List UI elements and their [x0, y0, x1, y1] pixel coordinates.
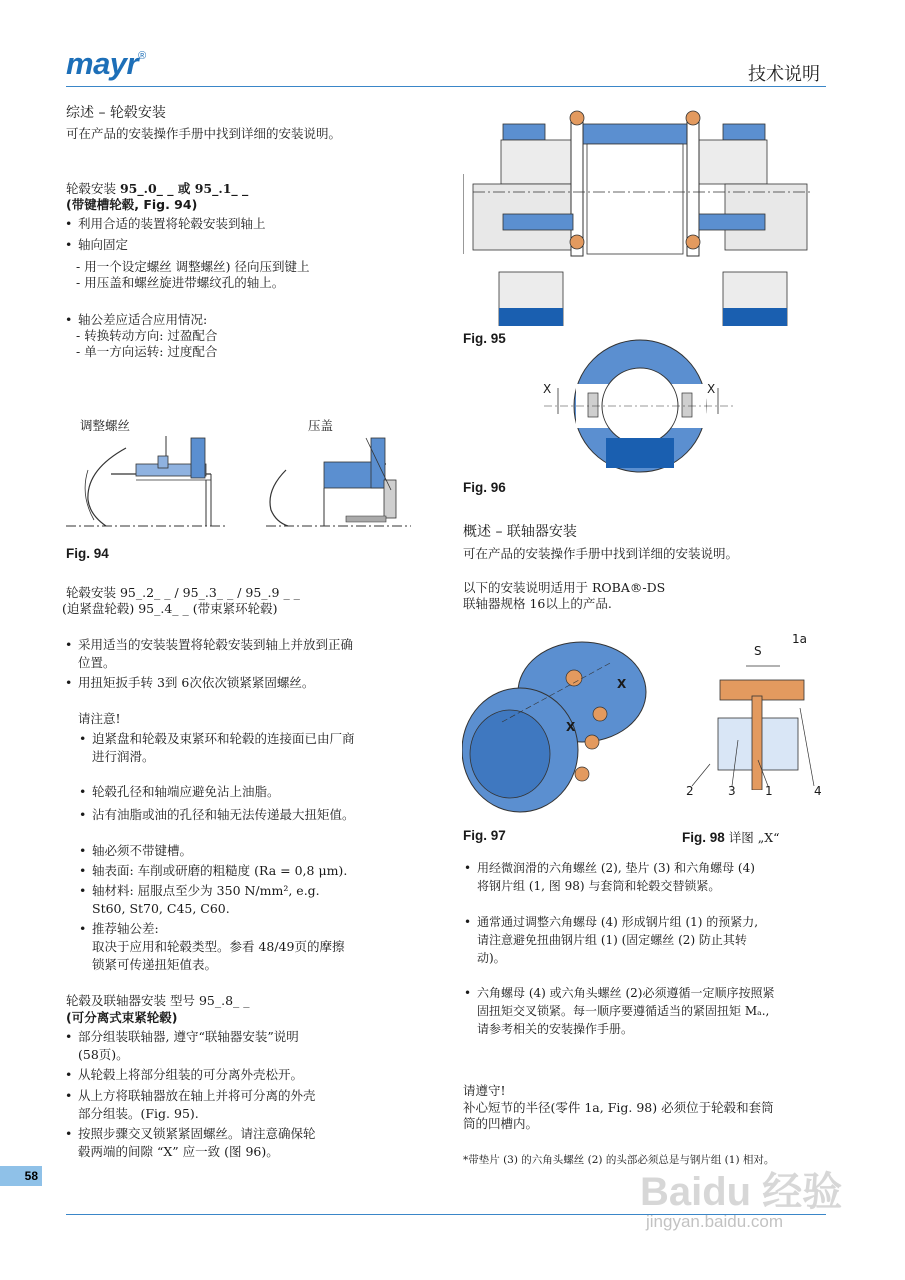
hub2-note-4: • 轴必须不带键槽。	[92, 842, 192, 860]
coupling-text: 可在产品的安装操作手册中找到详细的安装说明。	[463, 546, 739, 561]
fig98-label-s: S	[754, 644, 762, 658]
hub3-bullet-3: • 从上方将联轴器放在轴上并将可分离的外壳 部分组装。(Fig. 95).	[78, 1087, 316, 1123]
hub2-note-1: • 迫紧盘和轮毂及束紧环和轮毂的连接面已由厂商 进行润滑。	[92, 730, 355, 766]
applies-line-1: 以下的安装说明适用于 ROBA®-DS	[463, 580, 666, 595]
hub2-note-5: • 轴表面: 车削或研磨的粗糙度 (Ra = 0,8 μm).	[92, 862, 347, 880]
fig94-label-set-screw: 调整螺丝	[80, 418, 131, 433]
comply-line-1: 补心短节的半径(零件 1a, Fig. 98) 必须位于轮毂和套筒	[463, 1100, 774, 1115]
hub2-note-3: • 沾有油脂或油的孔径和轴无法传递最大扭矩值。	[92, 806, 355, 824]
footnote: *带垫片 (3) 的六角头螺丝 (2) 的头部必须总是与钢片组 (1) 相对。	[463, 1154, 775, 1166]
coupling-bullet-1: • 用经微润滑的六角螺丝 (2), 垫片 (3) 和六角螺母 (4) 将钢片组 (1, 图 98) 与套筒和轮毂交替锁紧。	[477, 859, 755, 895]
hub1-bullet-2: • 轴向固定	[78, 236, 128, 254]
hub3-bullet-2: • 从轮毂上将部分组装的可分离外壳松开。	[78, 1066, 303, 1084]
comply-line-2: 筒的凹槽内。	[463, 1116, 539, 1131]
page-number: 58	[0, 1166, 42, 1186]
hub1-tolerance: • 轴公差应适合应用情况:	[78, 311, 207, 329]
fig96-drawing	[540, 338, 740, 478]
fig94-drawing	[66, 430, 416, 540]
hub1-title: 轮毂安装 95_.0_ _ 或 95_.1_ _	[66, 181, 249, 196]
hub2-note-6: • 轴材料: 屈服点至少为 350 N/mm², e.g. St60, St70, C45, C60.	[92, 882, 320, 918]
hub1-tol-1: - 转换转动方向: 过盈配合	[76, 328, 218, 343]
hub1-tol-2: - 单一方向运转: 过度配合	[76, 344, 218, 359]
fig98-label-1a: 1a	[792, 632, 807, 646]
fig98-label-3: 3	[728, 784, 736, 798]
hub3-bullet-1: • 部分组装联轴器, 遵守“联轴器安装”说明 (58页)。	[78, 1028, 299, 1064]
watermark: Baidu 经验	[640, 1170, 843, 1214]
fig97-x-1: X	[617, 677, 627, 691]
intro-title: 综述 – 轮毂安装	[66, 105, 166, 121]
hub2-title-2: (迫紧盘轮毂) 95_.4_ _ (带束紧环轮毂)	[62, 601, 278, 616]
hub1-sub-2: - 用压盖和螺丝旋进带螺纹孔的轴上。	[76, 275, 285, 290]
hub2-title-1: 轮毂安装 95_.2_ _ / 95_.3_ _ / 95_.9 _ _	[66, 585, 300, 600]
hub2-note-7: • 推荐轴公差: 取决于应用和轮毂类型。参看 48/49页的摩擦 锁紧可传递扭矩值表。	[92, 920, 345, 974]
hub1-bullet-1: • 利用合适的装置将轮毂安装到轴上	[78, 215, 266, 233]
hub1-sub-1: - 用一个设定螺丝 调整螺丝) 径向压到键上	[76, 259, 310, 274]
hub3-title-2: (可分离式束紧轮毂)	[66, 1010, 178, 1025]
fig97-drawing	[462, 622, 667, 822]
hub1-subtitle: (带键槽轮毂, Fig. 94)	[66, 197, 198, 212]
fig96-x-left: X	[543, 382, 552, 396]
fig94-caption: Fig. 94	[66, 546, 109, 561]
hub2-note-2: • 轮毂孔径和轴端应避免沾上油脂。	[92, 783, 280, 801]
coupling-bullet-2: • 通常通过调整六角螺母 (4) 形成钢片组 (1) 的预紧力, 请注意避免扭曲钢片组 (1) (固定螺丝 (2) 防止其转 动)。	[477, 913, 758, 967]
coupling-bullet-3: • 六角螺母 (4) 或六角头螺丝 (2)必须遵循一定顺序按照紧 固扭矩交叉锁紧。每一顺序要遵循适当的紧固扭矩 Mₐ., 请参考相关的安装操作手册。	[477, 984, 774, 1038]
hub3-bullet-4: • 按照步骤交叉锁紧紧固螺丝。请注意确保轮 毂两端的间隙 “X” 应一致 (图 96)。	[78, 1125, 316, 1161]
mayr-logo: mayr®	[66, 46, 146, 81]
coupling-title: 概述 – 联轴器安装	[463, 524, 577, 540]
intro-text: 可在产品的安装操作手册中找到详细的安装说明。	[66, 126, 342, 141]
fig97-caption: Fig. 97	[463, 828, 506, 843]
comply-title: 请遵守!	[463, 1083, 506, 1098]
fig95-drawing	[463, 104, 825, 326]
fig97-x-2: X	[566, 720, 576, 734]
fig98-drawing	[680, 640, 830, 790]
fig96-caption: Fig. 96	[463, 480, 506, 495]
watermark-url: jingyan.baidu.com	[646, 1212, 784, 1231]
fig96-x-right: X	[707, 382, 716, 396]
section-title: 技术说明	[748, 64, 820, 85]
hub3-title-1: 轮毂及联轴器安装 型号 95_.8_ _	[66, 993, 250, 1008]
fig98-caption: Fig. 98 详图 „X“	[682, 830, 780, 845]
fig98-label-1: 1	[765, 784, 773, 798]
hub2-bullet-1: • 采用适当的安装装置将轮毂安装到轴上并放到正确 位置。	[78, 636, 353, 672]
header-rule	[66, 86, 826, 87]
fig98-label-4: 4	[814, 784, 822, 798]
fig94-label-cover: 压盖	[308, 418, 334, 433]
fig98-label-2: 2	[686, 784, 694, 798]
hub2-bullet-2: • 用扭矩扳手转 3到 6次依次锁紧紧固螺丝。	[78, 674, 314, 692]
hub2-note-title: 请注意!	[78, 711, 121, 726]
fig95-caption: Fig. 95	[463, 331, 506, 346]
applies-line-2: 联轴器规格 16以上的产品.	[463, 596, 612, 611]
